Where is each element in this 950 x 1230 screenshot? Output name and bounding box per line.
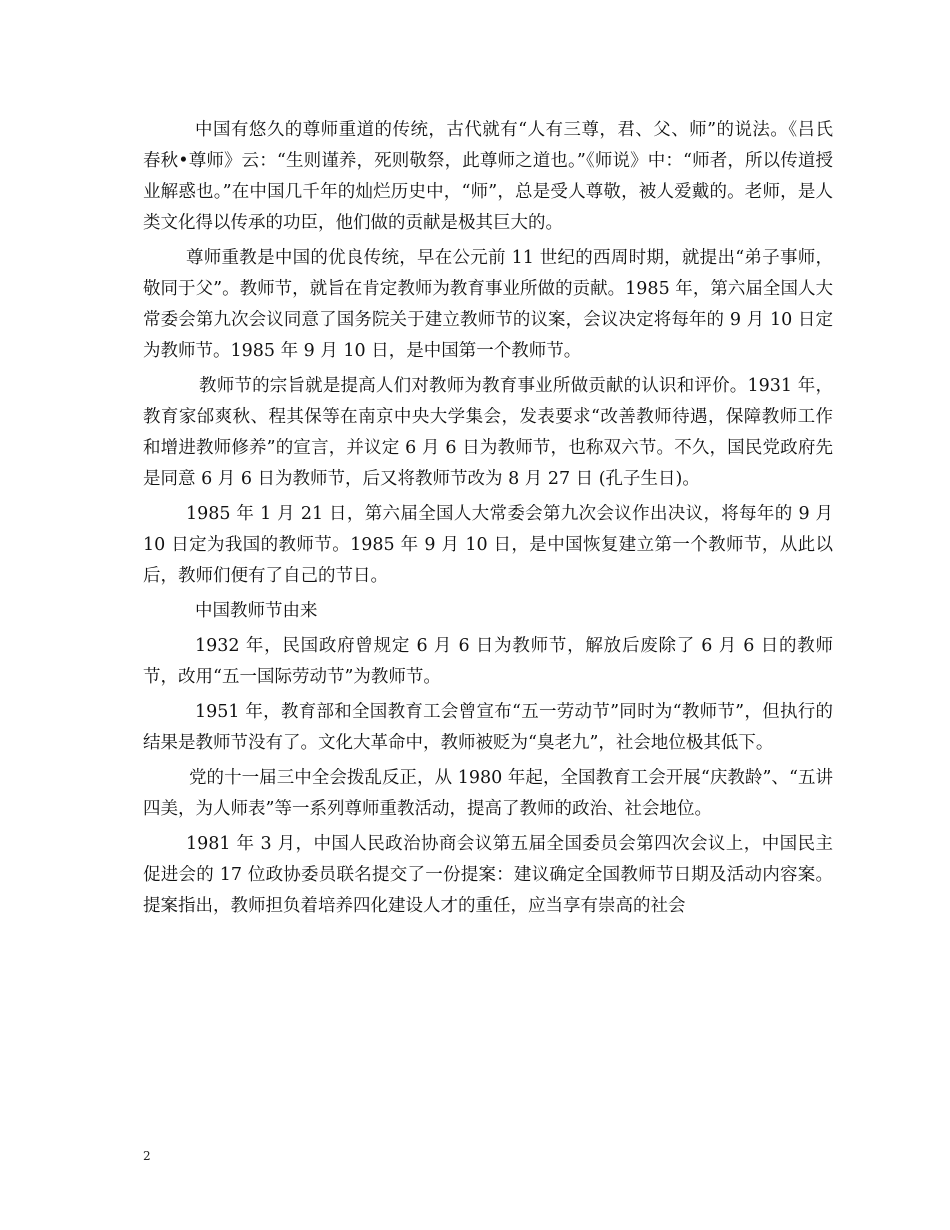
paragraph-teachers-day-founding: 尊师重教是中国的优良传统，早在公元前 11 世纪的西周时期，就提出“弟子事师，敬同于父”。教师节，就旨在肯定教师为教育事业所做的贡献。1985 年，第六届全国人大常委会第九次会议同意了国务院关于建立教师节的议案，会议决定将每年的 9 月 10 日定为教师节。1985 年 9 月 10 日，是中国第一个教师节。 <box>143 248 833 361</box>
paragraph-1951: 1951 年，教育部和全国教育工会曾宣布“五一劳动节”同时为“教师节”，但执行的结果是教师节没有了。文化大革命中，教师被贬为“臭老九”，社会地位极其低下。 <box>143 702 833 753</box>
paragraph-third-plenum: 党的十一届三中全会拨乱反正，从 1980 年起，全国教育工会开展“庆教龄”、“五讲四美，为人师表”等一系列尊师重教活动，提高了教师的政治、社会地位。 <box>143 768 833 819</box>
paragraph-1981-proposal: 1981 年 3 月，中国人民政治协商会议第五届全国委员会第四次会议上，中国民主促进会的 17 位政协委员联名提交了一份提案：建议确定全国教师节日期及活动内容案。提案指出，教师担负着培养四化建设人才的重任，应当享有崇高的社会 <box>143 834 833 916</box>
paragraph-1932: 1932 年，民国政府曾规定 6 月 6 日为教师节，解放后废除了 6 月 6 日的教师节，改用“五一国际劳动节”为教师节。 <box>143 636 833 687</box>
paragraph-1985-resolution: 1985 年 1 月 21 日，第六届全国人大常委会第九次会议作出决议，将每年的 9 月 10 日定为我国的教师节。1985 年 9 月 10 日，是中国恢复建立第一个教师节，从此以后，教师们便有了自己的节日。 <box>143 504 833 586</box>
paragraph-respect-teachers-tradition: 中国有悠久的尊师重道的传统，古代就有“人有三尊，君、父、师”的说法。《吕氏春秋•尊师》云：“生则谨养，死则敬祭，此尊师之道也。”《师说》中：“师者，所以传道授业解惑也。”在中国几千年的灿烂历史中，“师”，总是受人尊敬，被人爱戴的。老师，是人类文化得以传承的功臣，他们做的贡献是极其巨大的。 <box>143 120 833 233</box>
section-heading-origin: 中国教师节由来 <box>195 601 318 621</box>
page-number: 2 <box>143 1149 151 1163</box>
paragraph-teachers-day-purpose: 教师节的宗旨就是提高人们对教师为教育事业所做贡献的认识和评价。1931 年，教育家邰爽秋、程其保等在南京中央大学集会，发表要求“改善教师待遇，保障教师工作和增进教师修养”的宣言，并议定 6 月 6 日为教师节，也称双六节。不久，国民党政府先是同意 6 月 6 日为教师节，后又将教师节改为 8 月 27 日 (孔子生日)。 <box>143 376 833 489</box>
document-body <box>143 115 833 922</box>
